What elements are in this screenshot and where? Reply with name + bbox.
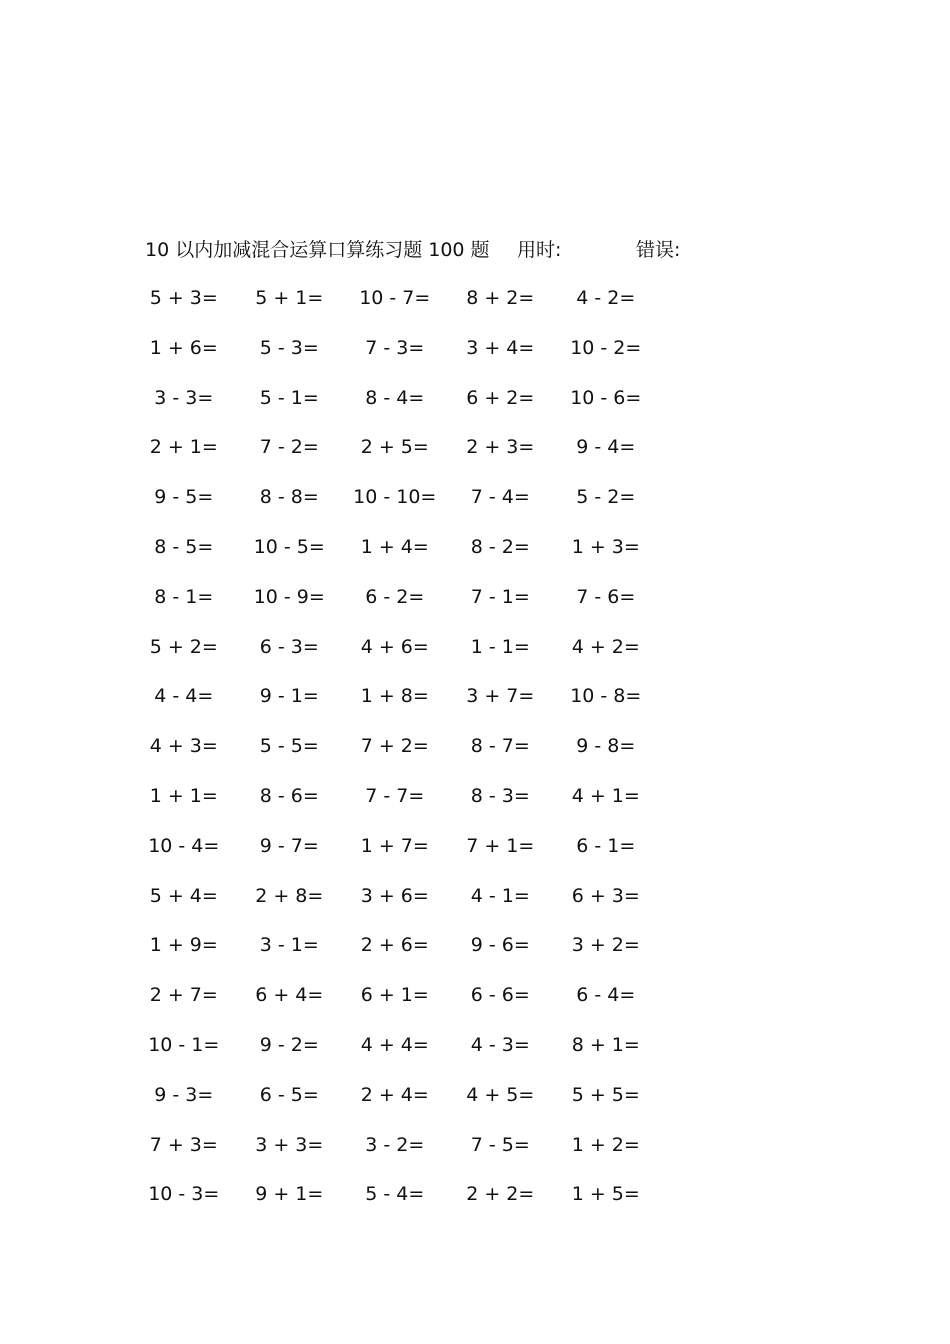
problem-item: 3 - 3=	[154, 386, 214, 409]
problem-item: 9 - 6=	[470, 934, 530, 957]
problem-item: 7 - 3=	[365, 336, 425, 359]
problem-item: 1 + 1=	[149, 784, 218, 807]
problem-item: 5 - 4=	[365, 1183, 425, 1206]
problem-item: 7 - 5=	[470, 1133, 530, 1156]
problem-item: 1 + 2=	[571, 1133, 640, 1156]
problem-row	[131, 981, 691, 1031]
problem-item: 2 + 8=	[255, 884, 324, 907]
problem-item: 6 - 4=	[576, 984, 636, 1007]
problem-item: 8 + 1=	[571, 1033, 640, 1056]
problem-item: 9 - 5=	[154, 486, 214, 509]
problem-item: 10 - 7=	[359, 287, 431, 309]
problem-item: 5 + 5=	[571, 1083, 640, 1106]
problem-item: 4 - 3=	[470, 1033, 530, 1056]
problem-item: 7 + 2=	[360, 735, 429, 758]
problem-row	[131, 782, 691, 832]
problem-item: 4 + 3=	[149, 735, 218, 758]
problem-item: 8 + 2=	[466, 287, 535, 309]
problem-item: 5 + 1=	[255, 287, 324, 309]
errors-label: 错误:	[636, 239, 681, 261]
problem-item: 5 + 3=	[149, 287, 218, 309]
problem-item: 8 - 6=	[259, 784, 319, 807]
problem-row	[131, 1180, 691, 1230]
problem-item: 10 - 9=	[253, 585, 325, 608]
problem-item: 8 - 8=	[259, 486, 319, 509]
time-used-label: 用时:	[517, 239, 562, 261]
problem-item: 8 - 7=	[470, 735, 530, 758]
problem-item: 4 + 5=	[466, 1083, 535, 1106]
problem-item: 6 - 3=	[259, 635, 319, 658]
problem-item: 3 + 7=	[466, 685, 535, 708]
problem-item: 9 + 1=	[255, 1183, 324, 1206]
problem-row	[131, 1031, 691, 1081]
problem-item: 6 + 2=	[466, 386, 535, 409]
problem-item: 3 - 2=	[365, 1133, 425, 1156]
problem-item: 10 - 8=	[570, 685, 642, 708]
problem-item: 1 + 6=	[149, 336, 218, 359]
problem-item: 10 - 4=	[148, 834, 220, 857]
problem-item: 7 - 1=	[470, 585, 530, 608]
problem-item: 3 + 3=	[255, 1133, 324, 1156]
problem-item: 4 - 4=	[154, 685, 214, 708]
problem-item: 2 + 2=	[466, 1183, 535, 1206]
problem-item: 4 + 1=	[571, 784, 640, 807]
problem-item: 7 - 4=	[470, 486, 530, 509]
problem-item: 1 + 4=	[360, 535, 429, 558]
problem-item: 10 - 1=	[148, 1033, 220, 1056]
problem-item: 1 + 8=	[360, 685, 429, 708]
problem-item: 4 + 6=	[360, 635, 429, 658]
problem-row	[131, 682, 691, 732]
problem-row	[131, 931, 691, 981]
problem-item: 7 - 6=	[576, 585, 636, 608]
problem-item: 5 - 3=	[259, 336, 319, 359]
problem-item: 9 - 4=	[576, 436, 636, 459]
problem-row	[131, 1081, 691, 1131]
problem-item: 2 + 4=	[360, 1083, 429, 1106]
problem-row	[131, 284, 691, 334]
problem-item: 2 + 7=	[149, 984, 218, 1007]
problem-item: 2 + 1=	[149, 436, 218, 459]
problem-item: 1 + 3=	[571, 535, 640, 558]
problem-item: 7 + 3=	[149, 1133, 218, 1156]
problem-row	[131, 633, 691, 683]
problem-item: 5 + 4=	[149, 884, 218, 907]
problem-item: 9 - 8=	[576, 735, 636, 758]
problem-item: 3 + 6=	[360, 884, 429, 907]
problem-row	[131, 583, 691, 633]
problem-item: 6 - 2=	[365, 585, 425, 608]
problem-row	[131, 384, 691, 434]
problem-item: 2 + 5=	[360, 436, 429, 459]
problem-item: 3 - 1=	[259, 934, 319, 957]
problem-item: 5 - 1=	[259, 386, 319, 409]
problem-item: 10 - 3=	[148, 1183, 220, 1206]
problem-row	[131, 433, 691, 483]
problem-item: 4 + 2=	[571, 635, 640, 658]
problem-row	[131, 533, 691, 583]
problem-item: 8 - 1=	[154, 585, 214, 608]
problem-item: 3 + 4=	[466, 336, 535, 359]
worksheet-title: 10 以内加减混合运算口算练习题 100 题	[145, 239, 490, 261]
problem-item: 1 + 7=	[360, 834, 429, 857]
problem-item: 10 - 10=	[353, 486, 437, 509]
problem-item: 6 + 4=	[255, 984, 324, 1007]
problem-item: 9 - 7=	[259, 834, 319, 857]
problem-item: 7 - 2=	[259, 436, 319, 459]
problem-item: 2 + 6=	[360, 934, 429, 957]
problem-item: 5 - 2=	[576, 486, 636, 509]
problem-row	[131, 483, 691, 533]
problem-row	[131, 832, 691, 882]
problem-item: 1 + 5=	[571, 1183, 640, 1206]
problem-item: 5 - 5=	[259, 735, 319, 758]
problem-item: 6 - 5=	[259, 1083, 319, 1106]
problem-item: 8 - 3=	[470, 784, 530, 807]
problem-item: 1 - 1=	[470, 635, 530, 658]
problem-item: 8 - 2=	[470, 535, 530, 558]
problem-item: 5 + 2=	[149, 635, 218, 658]
problem-item: 4 - 2=	[576, 287, 636, 309]
problem-item: 6 - 6=	[470, 984, 530, 1007]
problem-item: 4 - 1=	[470, 884, 530, 907]
problem-item: 1 + 9=	[149, 934, 218, 957]
problem-item: 2 + 3=	[466, 436, 535, 459]
problem-item: 10 - 5=	[253, 535, 325, 558]
problem-item: 8 - 4=	[365, 386, 425, 409]
problem-item: 4 + 4=	[360, 1033, 429, 1056]
problem-item: 10 - 2=	[570, 336, 642, 359]
problem-item: 9 - 3=	[154, 1083, 214, 1106]
problem-item: 7 - 7=	[365, 784, 425, 807]
problem-row	[131, 334, 691, 384]
problem-item: 3 + 2=	[571, 934, 640, 957]
problem-item: 6 - 1=	[576, 834, 636, 857]
problem-item: 9 - 2=	[259, 1033, 319, 1056]
problem-row	[131, 732, 691, 782]
problem-row	[131, 882, 691, 932]
problem-item: 6 + 1=	[360, 984, 429, 1007]
problem-item: 8 - 5=	[154, 535, 214, 558]
problem-grid	[131, 284, 691, 1230]
problem-item: 10 - 6=	[570, 386, 642, 409]
problem-row	[131, 1131, 691, 1181]
problem-item: 7 + 1=	[466, 834, 535, 857]
problem-item: 6 + 3=	[571, 884, 640, 907]
problem-item: 9 - 1=	[259, 685, 319, 708]
